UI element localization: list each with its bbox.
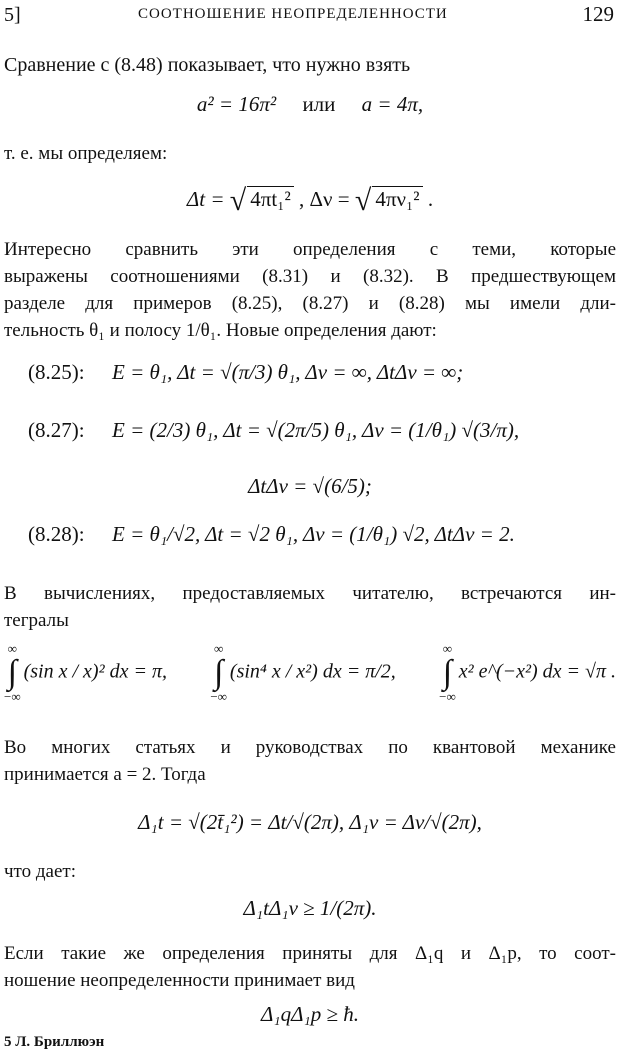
example-formula: ΔtΔν = √(6/5);: [248, 474, 372, 498]
eq1-lhs: a² = 16π²: [196, 92, 277, 116]
p3-line: тельность θ₁ и полосу 1/θ₁. Новые определения дают:: [4, 320, 437, 341]
paragraph-compare: [4, 236, 616, 344]
eq1-rhs: a = 4π,: [361, 92, 424, 116]
equation-definitions: Δt = √ 4πt₁² , Δν = √ 4πν₁² .: [186, 184, 434, 217]
equation-a-value: [0, 92, 620, 117]
page-number: 129: [582, 2, 614, 26]
equation-uncertainty-q-p: [0, 1002, 620, 1027]
equation-delta1: [0, 810, 620, 835]
example-tag: (8.27):: [28, 418, 85, 442]
p3-line: выражены соотношениями (8.31) и (8.32). В предшествующем: [4, 266, 616, 287]
section-number: 5]: [4, 4, 21, 26]
equation-inequality-t-nu: [0, 896, 620, 921]
example-8-27-product: [0, 474, 620, 499]
paragraph-gives: что дает:: [4, 861, 76, 882]
p3-line: разделе для примеров (8.25), (8.27) и (8.28) мы имели дли-: [4, 293, 616, 314]
paragraph-integrals: [4, 580, 616, 634]
eq2-a: Δt =: [186, 186, 225, 211]
example-8-28: [28, 522, 618, 547]
integral-1: ∞ ∫ −∞ (sin x / x)² dx = π,: [4, 641, 167, 704]
eq2-e: .: [427, 186, 434, 211]
integral-2: ∞ ∫ −∞ (sin⁴ x / x²) dx = π/2,: [210, 641, 396, 704]
paragraph-define: т. е. мы определяем:: [4, 143, 168, 164]
footer-signature: 5 Л. Бриллюэн: [4, 1034, 105, 1050]
p5-line: принимается a = 2. Тогда: [4, 764, 206, 785]
p5-line: Во многих статьях и руководствах по квантовой механике: [4, 737, 616, 758]
example-formula: E = (2/3) θ₁, Δt = √(2π/5) θ₁, Δν = (1/θ₁) √(3/π),: [112, 418, 520, 442]
eq4-text: Δ₁tΔ₁ν ≥ 1/(2π).: [243, 896, 377, 920]
eq2-b: 4πt₁²: [247, 186, 294, 212]
paragraph-quantum: [4, 734, 616, 788]
eq2-c: , Δν =: [299, 186, 350, 211]
p7-line: ношение неопределенности принимает вид: [4, 970, 355, 991]
example-formula: E = θ₁, Δt = √(π/3) θ₁, Δν = ∞, ΔtΔν = ∞;: [112, 360, 464, 384]
eq3-text: Δ₁t = √(2t̄₁²) = Δt/√(2π), Δ₁ν = Δν/√(2π),: [138, 810, 482, 834]
example-tag: (8.28):: [28, 522, 85, 546]
paragraph-intro: Сравнение с (8.48) показывает, что нужно взять: [4, 54, 411, 76]
running-title: СООТНОШЕНИЕ НЕОПРЕДЕЛЕННОСТИ: [138, 6, 448, 22]
p7-line: Если такие же определения приняты для Δ₁q и Δ₁p, то соот-: [4, 943, 616, 964]
p4-line: тегралы: [4, 610, 69, 631]
integral-3: ∞ ∫ −∞ x² e^(−x²) dx = √π .: [439, 641, 616, 704]
example-8-25: [28, 360, 618, 385]
p4-line: В вычислениях, предоставляемых читателю, встречаются ин-: [4, 583, 616, 604]
example-tag: (8.25):: [28, 360, 85, 384]
paragraph-uncertainty: [4, 940, 616, 994]
p3-line: Интересно сравнить эти определения с теми, которые: [4, 239, 616, 260]
eq1-mid: или: [302, 92, 336, 116]
eq2-d: 4πν₁²: [372, 186, 422, 212]
example-8-27: [28, 418, 618, 443]
example-formula: E = θ₁/√2, Δt = √2 θ₁, Δν = (1/θ₁) √2, ΔtΔν = 2.: [112, 522, 515, 546]
integrals-line: [4, 642, 616, 704]
eq5-text: Δ₁qΔ₁p ≥ ħ.: [260, 1002, 360, 1026]
